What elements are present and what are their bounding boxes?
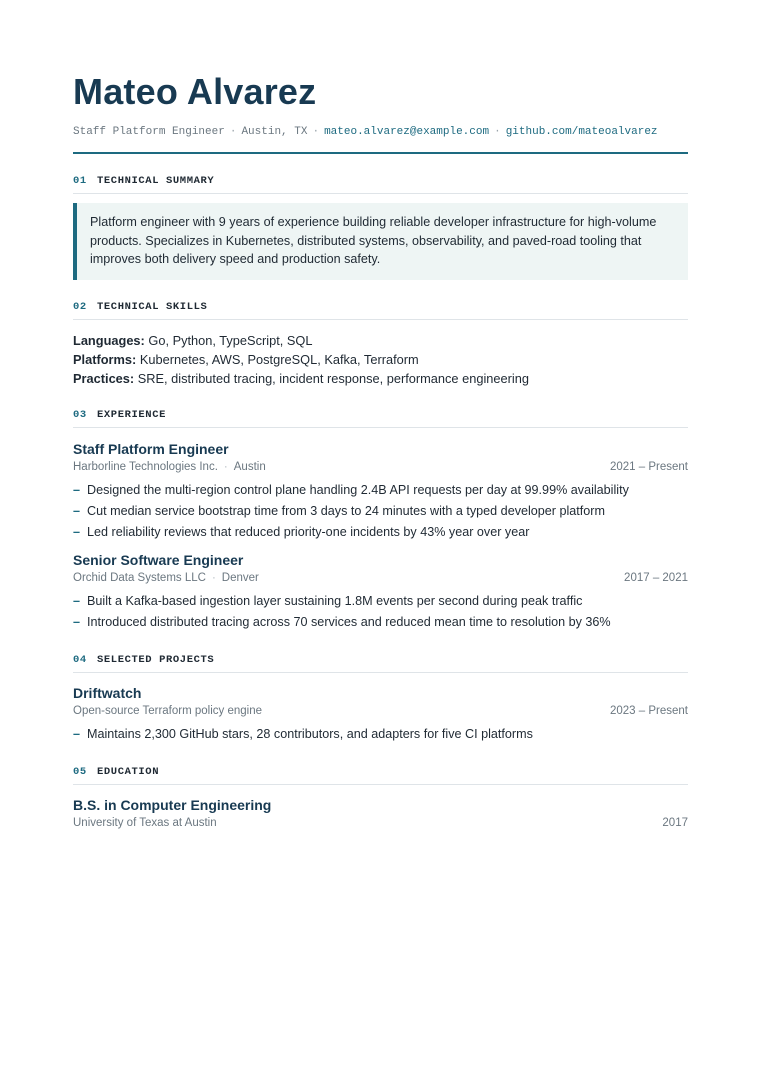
bullet-dash: – [73, 482, 81, 497]
experience-entry [73, 551, 688, 633]
summary-text: Platform engineer with 9 years of experience building reliable developer infrastructure for high-volume products. Specializes in Kubernetes, distributed systems, observability, and paved-road tooling that improves both delivery speed and production safety. [73, 203, 688, 280]
candidate-name: Mateo Alvarez [73, 71, 317, 112]
section-number: 04 [73, 653, 87, 666]
section-title: EDUCATION [97, 765, 160, 778]
skill-row [73, 350, 688, 369]
skill-value: Go, Python, TypeScript, SQL [148, 332, 313, 348]
bullet-item [73, 480, 688, 501]
bullet-text: Maintains 2,300 GitHub stars, 28 contributors, and adapters for five CI platforms [87, 726, 533, 741]
bullet-item [73, 591, 688, 612]
skill-label: Platforms: [73, 351, 137, 367]
company-name: Harborline Technologies Inc. [73, 460, 218, 473]
section-heading-experience [73, 408, 688, 422]
job-location: Denver [221, 571, 259, 584]
bullet-item [73, 522, 688, 543]
section-heading-skills [73, 300, 688, 314]
header-divider [73, 152, 688, 154]
separator: · [223, 460, 228, 473]
bullet-dash: – [73, 614, 81, 629]
section-number: 05 [73, 765, 87, 778]
job-dates: 2021 – Present [609, 460, 688, 473]
bullet-dash: – [73, 726, 81, 741]
bullet-dash: – [73, 593, 81, 608]
job-title: Senior Software Engineer [73, 551, 244, 568]
skill-value: SRE, distributed tracing, incident response, performance engineering [137, 370, 529, 386]
role-text: Staff Platform Engineer [73, 126, 225, 138]
bullet-text: Built a Kafka-based ingestion layer sustaining 1.8M events per second during peak traffic [87, 593, 583, 608]
job-dates: 2017 – 2021 [624, 571, 688, 584]
section-heading-projects [73, 653, 688, 667]
project-meta [73, 703, 688, 719]
job-meta [73, 570, 688, 586]
bullet-text: Led reliability reviews that reduced priority-one incidents by 43% year over year [87, 524, 530, 539]
separator: · [312, 126, 320, 138]
section-divider [73, 319, 688, 320]
section-title: SELECTED PROJECTS [97, 653, 215, 666]
skill-row [73, 331, 688, 350]
education-entry [73, 796, 688, 831]
section-number: 03 [73, 408, 87, 421]
skill-value: Kubernetes, AWS, PostgreSQL, Kafka, Terraform [139, 351, 419, 367]
section-heading-education [73, 765, 688, 779]
skill-label: Practices: [73, 370, 135, 386]
job-meta [73, 459, 688, 475]
skills-list [73, 331, 688, 388]
project-dates: 2023 – Present [609, 704, 688, 717]
education-meta [73, 815, 688, 831]
bullet-list [73, 480, 688, 543]
degree-title: B.S. in Computer Engineering [73, 796, 272, 813]
company-name: Orchid Data Systems LLC [73, 571, 206, 584]
section-divider [73, 672, 688, 673]
section-title: EXPERIENCE [97, 408, 167, 421]
github-link[interactable]: github.com/mateoalvarez [505, 126, 658, 138]
project-title: Driftwatch [73, 684, 142, 701]
bullet-item [73, 612, 688, 633]
bullet-dash: – [73, 503, 81, 518]
separator: · [229, 126, 237, 138]
section-divider [73, 784, 688, 785]
bullet-list [73, 724, 688, 745]
bullet-text: Designed the multi-region control plane handling 2.4B API requests per day at 99.99% availability [87, 482, 629, 497]
school-name: University of Texas at Austin [73, 816, 217, 829]
bullet-list [73, 591, 688, 633]
job-title: Staff Platform Engineer [73, 440, 229, 457]
skill-label: Languages: [73, 332, 145, 348]
section-number: 01 [73, 175, 87, 187]
section-number: 02 [73, 300, 87, 313]
bullet-item [73, 501, 688, 522]
section-title: TECHNICAL SUMMARY [97, 175, 215, 187]
separator: · [494, 126, 501, 138]
bullet-item [73, 724, 688, 745]
email-link[interactable]: mateo.alvarez@example.com [324, 126, 490, 138]
section-divider [73, 427, 688, 428]
section-heading-summary [73, 174, 688, 188]
job-location: Austin [233, 460, 266, 473]
bullet-text: Introduced distributed tracing across 70 services and reduced mean time to resolution by 36% [87, 614, 611, 629]
section-divider [73, 193, 688, 194]
project-entry [73, 684, 688, 745]
contact-line [73, 125, 688, 139]
skill-row [73, 369, 688, 388]
graduation-year: 2017 [662, 816, 688, 829]
bullet-text: Cut median service bootstrap time from 3 days to 24 minutes with a typed developer platform [87, 503, 605, 518]
separator: · [211, 571, 216, 584]
section-title: TECHNICAL SKILLS [97, 300, 208, 313]
location-text: Austin, TX [241, 126, 308, 138]
project-subtitle: Open-source Terraform policy engine [73, 704, 262, 717]
experience-entry [73, 440, 688, 543]
bullet-dash: – [73, 524, 81, 539]
